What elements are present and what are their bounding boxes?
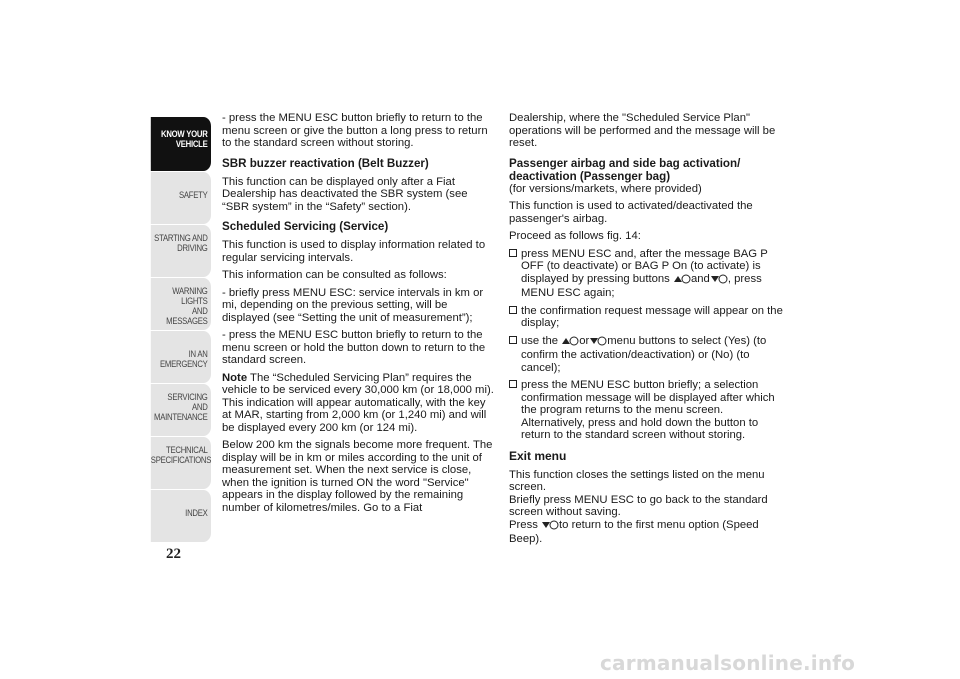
list-item (509, 305, 785, 330)
tab-safety[interactable] (151, 172, 211, 224)
paragraph: - press the MENU ESC button briefly to return to the menu screen or give the button a long press to return to the standard screen without storing. (222, 112, 488, 149)
paragraph: Below 200 km the signals become more frequent. The display will be in km or miles according to the unit of measurement set. When the next service is close, when the ignition is turned ON the word "Service" appears in the display followed by the remaining number of kilometres/miles. Go to a Fiat (222, 439, 493, 514)
list-item-text: menu buttons to select (Yes) (to confirm the activation/deactivation) or (No) (to cancel); (521, 334, 767, 374)
paragraph: - press the MENU ESC button briefly to return to the menu screen or hold the button down to return to the standard screen. (222, 329, 486, 366)
paragraph: (for versions/markets, where provided) (509, 182, 702, 195)
checkbox-bullet-icon (509, 336, 517, 344)
tab-label: VEHICLE (175, 139, 208, 149)
tab-in-an-emergency[interactable] (151, 331, 211, 383)
paragraph: This function is used to activated/deactivated the passenger's airbag. (509, 200, 753, 225)
page-number: 22 (166, 546, 181, 562)
list-item-text: , press MENU ESC again; (521, 272, 762, 299)
heading-passenger-airbag: Passenger airbag and side bag activation/ deactivation (Passenger bag) (509, 156, 741, 183)
paragraph: Proceed as follows fig. 14: (509, 230, 641, 242)
note-paragraph (222, 372, 494, 435)
heading-exit-menu: Exit menu (509, 448, 567, 463)
paragraph (509, 519, 785, 546)
tab-know-your-vehicle[interactable] (151, 117, 211, 171)
tab-label: SPECIFICATIONS (150, 455, 212, 465)
up-arrow-button-icon (673, 273, 691, 288)
list-item (509, 379, 785, 442)
tab-label: AND MESSAGES (166, 306, 208, 326)
paragraph: Dealership, where the "Scheduled Service Plan" operations will be performed and the message will be reset. (509, 112, 776, 149)
left-column (222, 112, 494, 519)
tab-label: STARTING AND (154, 233, 208, 243)
tab-label: DRIVING (177, 243, 208, 253)
note-text: The “Scheduled Servicing Plan” requires the vehicle to be serviced every 30,000 km (or 18,000 mi). This indication will appear automatically, with the key at MAR, starting from 2,000 km (or 1,240 mi) and will be displayed every 200 km (or 124 mi). (222, 371, 494, 434)
down-arrow-button-icon (589, 335, 607, 350)
checkbox-bullet-icon (509, 306, 517, 314)
paragraph: This function is used to display information related to regular servicing intervals. (222, 239, 486, 264)
paragraph: This information can be consulted as follows: (222, 269, 447, 281)
tab-servicing-and-maintenance[interactable] (151, 384, 211, 436)
up-arrow-button-icon (561, 335, 579, 350)
tab-label: WARNING LIGHTS (172, 286, 208, 306)
list-item-text: and (690, 272, 710, 285)
tab-label: IN AN EMERGENCY (159, 349, 208, 369)
tab-index[interactable] (151, 490, 211, 542)
tab-label: MAINTENANCE (154, 412, 208, 422)
note-label: Note (222, 371, 248, 384)
tab-starting-and-driving[interactable] (151, 225, 211, 277)
tab-label: INDEX (185, 508, 208, 518)
tab-label: SAFETY (178, 190, 208, 200)
paragraph: Briefly press MENU ESC to go back to the standard screen without saving. (509, 493, 768, 518)
paragraph: This function closes the settings listed on the menu screen. (509, 468, 765, 493)
checkbox-bullet-icon (509, 380, 517, 388)
paragraph-text: to return to the first menu option (Speed Beep). (509, 518, 759, 545)
tab-label: TECHNICAL (166, 445, 208, 455)
tab-warning-lights-and-messages[interactable] (151, 278, 211, 330)
paragraph: This function can be displayed only after a Fiat Dealership has deactivated the SBR system (see “SBR system” in the “Safety” section). (222, 175, 468, 213)
list-item-text: use the (521, 334, 562, 347)
list-item-text: press MENU ESC and, after the message BAG P OFF (to deactivate) or BAG P On (to activate) is displayed by pressing buttons (521, 247, 768, 285)
paragraph: - briefly press MENU ESC: service intervals in km or mi, depending on the previous setting, will be displayed (see “Setting the unit of measurement”); (222, 286, 484, 324)
down-arrow-button-icon (710, 273, 728, 288)
list-item-text: the confirmation request message will appear on the display; (521, 304, 783, 329)
list-item (509, 248, 785, 300)
heading-scheduled-servicing: Scheduled Servicing (Service) (222, 220, 389, 233)
checkbox-bullet-icon (509, 249, 517, 257)
tab-label: KNOW YOUR (160, 129, 208, 139)
tab-label: SERVICING AND (167, 392, 208, 412)
list-item-text: or (579, 334, 590, 347)
watermark: carmanualsonline.info (600, 651, 856, 675)
list-item-text: press the MENU ESC button briefly; a selection confirmation message will be displayed after which the program returns to the menu screen. Alternatively, press and hold down the button to return to the standard screen without storing. (521, 379, 775, 441)
heading-sbr-buzzer: SBR buzzer reactivation (Belt Buzzer) (222, 156, 429, 170)
down-arrow-button-icon (541, 519, 559, 534)
list-item (509, 335, 785, 375)
paragraph-text: Press (509, 518, 542, 531)
section-tabs (141, 117, 211, 543)
right-column (509, 112, 785, 551)
tab-technical-specifications[interactable] (151, 437, 211, 489)
